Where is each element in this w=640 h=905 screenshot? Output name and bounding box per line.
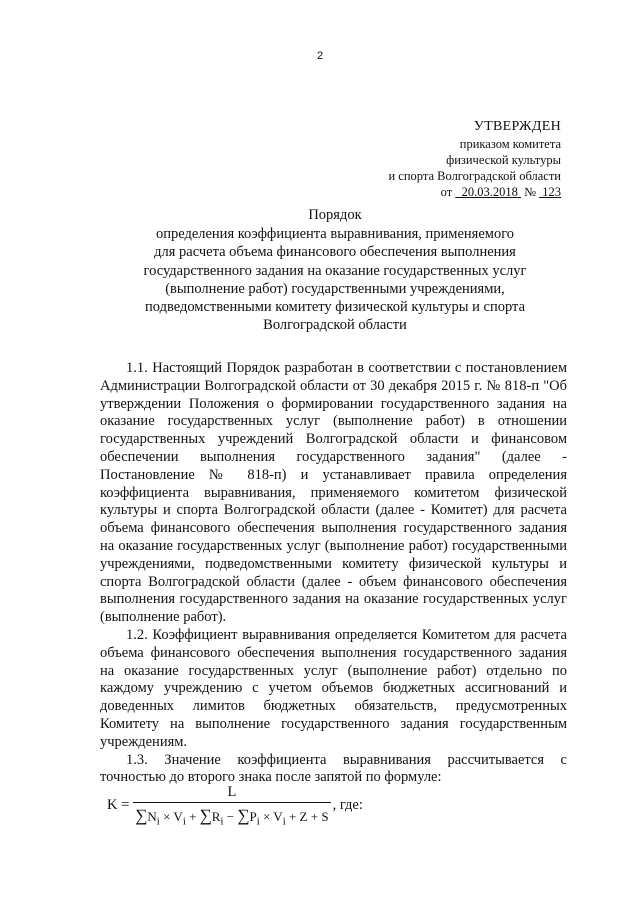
page-number: 2 xyxy=(316,50,324,62)
title-line-5: подведомственными комитету физической культуры и спорта xyxy=(144,299,526,316)
formula-suffix: , где: xyxy=(332,797,363,814)
approval-stamp xyxy=(388,118,561,200)
approval-line-2: физической культуры xyxy=(446,153,561,167)
title-word: Порядок xyxy=(308,207,362,223)
approval-heading: УТВЕРЖДЕН xyxy=(473,119,561,134)
paragraph-1-1: 1.1. Настоящий Порядок разработан в соответствии с постановлением Администрации Волгоградской области от 30 декабря 2015 г. № 818-п "Об утверждении Положения о формировании государственного задания на оказание государственных услуг (выполнение работ) в отношении государственных учреждений Волгоградской области и финансовом обеспечении выполнения государственного задания" (далее - Постановление № 818-п) и устанавливает правила определения коэффициента выравнивания, применяемого комитетом физической культуры и спорта Волгоградской области (далее - Комитет) для расчета объема финансового обеспечения выполнения государственного задания на оказание государственных услуг (выполнение работ) государственными учреждениями, подведомственными комитету физической культуры и спорта Волгоградской области (далее - объем финансового обеспечения выполнения государственного задания на оказание государственных услуг (выполнение работ). xyxy=(100,360,567,626)
title-line-3: государственного задания на оказание государственных услуг xyxy=(143,262,527,279)
formula-lhs: K = xyxy=(107,797,130,814)
approval-number: 123 xyxy=(542,185,561,199)
title-line-6: Волгоградской области xyxy=(263,317,407,334)
formula-numerator: L xyxy=(227,784,237,800)
approval-line-1: приказом комитета xyxy=(459,137,561,151)
paragraph-1-3: 1.3. Значение коэффициента выравнивания рассчитывается с точностью до второго знака после запятой по формуле: xyxy=(100,751,567,786)
approval-date: 20.03.2018 xyxy=(461,185,518,199)
paragraph-1-2: 1.2. Коэффициент выравнивания определяется Комитетом для расчета объема финансового обеспечения выполнения государственного задания на оказание государственных услуг (выполнение работ) отдельно по каждому учреждению с учетом объемов бюджетных ассигнований и доведенных лимитов бюджетных обязательств, предусмотренных Комитету на выполнение государственного задания государственным учреждениям. xyxy=(100,626,567,750)
formula-denominator: $\sum N_i \times V_i + \sum R_i - \sum P_i \times V_i + Z + S$ xyxy=(133,802,330,828)
approval-number-prefix: № xyxy=(524,185,536,199)
document-body xyxy=(100,360,567,787)
title-line-2: для расчета объема финансового обеспечения выполнения xyxy=(154,244,516,261)
approval-line-3: и спорта Волгоградской области xyxy=(388,169,561,183)
formula-fraction xyxy=(133,784,330,828)
approval-date-line xyxy=(388,184,561,200)
formula xyxy=(107,784,363,828)
approval-date-prefix: от xyxy=(440,185,453,199)
title-line-4: (выполнение работ) государственными учреждениями, xyxy=(165,280,505,297)
document-title xyxy=(95,206,575,334)
title-line-1: определения коэффициента выравнивания, применяемого xyxy=(155,226,515,243)
